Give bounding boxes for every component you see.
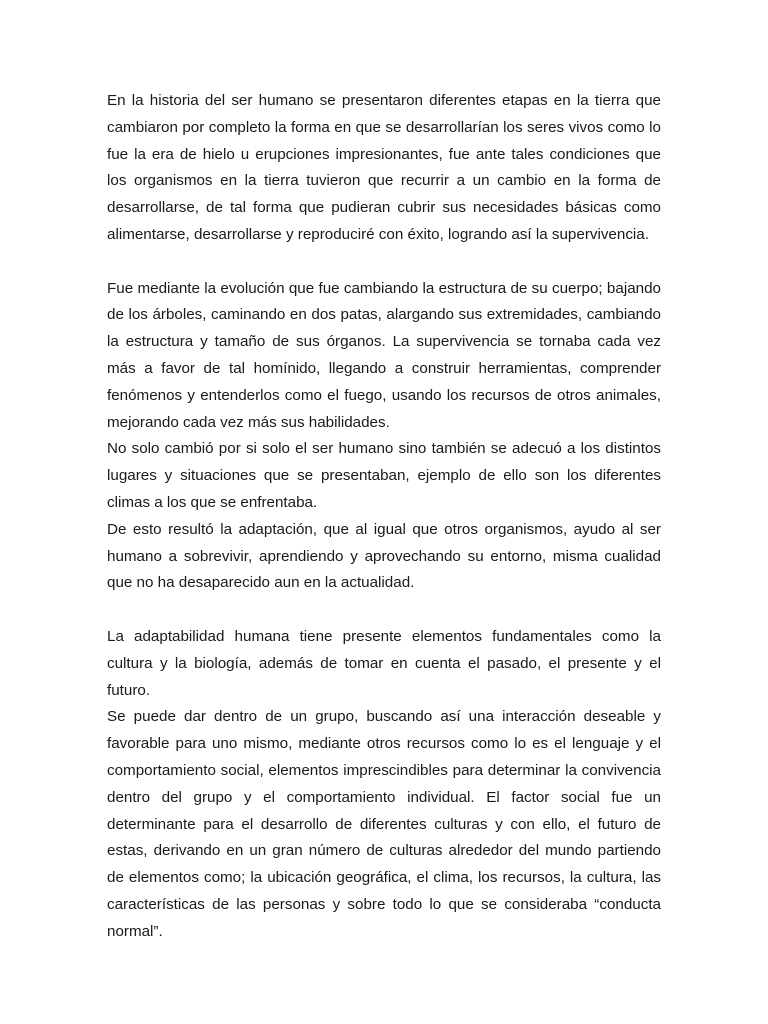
paragraph-adaptacion: De esto resultó la adaptación, que al igual que otros organismos, ayudo al ser humano a sobrevivir, aprendiendo y aprovechando su entorno, misma cualidad que no ha desaparecido aun en la actualidad. [107,520,661,592]
paragraph-spacer [107,597,661,624]
paragraph-spacer [107,249,661,276]
paragraph-evolucion: Fue mediante la evolución que fue cambiando la estructura de su cuerpo; bajando de los árboles, caminando en dos patas, alargando sus extremidades, cambiando la estructura y tamaño de sus órganos. La supervivencia se tornaba cada vez más a favor de tal homínido, llegando a construir herramientas, comprender fenómenos y entenderlos como el fuego, usando los recursos de otros animales, mejorando cada vez más sus habilidades. [107,279,661,431]
document-body [107,88,661,946]
paragraph-historia: En la historia del ser humano se presentaron diferentes etapas en la tierra que cambiaron por completo la forma en que se desarrollarían los seres vivos como lo fue la era de hielo u erupciones impresionantes, fue ante tales condiciones que los organismos en la tierra tuvieron que recurrir a un cambio en la forma de desarrollarse, de tal forma que pudieran cubrir sus necesidades básicas como alimentarse, desarrollarse y reproduciré con éxito, logrando así la supervivencia. [107,92,661,243]
paragraph-grupo-social: Se puede dar dentro de un grupo, buscando así una interacción deseable y favorable para uno mismo, mediante otros recursos como lo es el lenguaje y el comportamiento social, elementos imprescindibles para determinar la convivencia dentro del grupo y el comportamiento individual. El factor social fue un determinante para el desarrollo de diferentes culturas y con ello, el futuro de estas, derivando en un gran número de culturas alrededor del mundo partiendo de elementos como; la ubicación geográfica, el clima, los recursos, la cultura, las características de las personas y sobre todo lo que se consideraba “conducta normal”. [107,708,661,940]
paragraph-adaptabilidad: La adaptabilidad humana tiene presente elementos fundamentales como la cultura y la biología, además de tomar en cuenta el pasado, el presente y el futuro. [107,627,661,699]
paragraph-adecuacion: No solo cambió por si solo el ser humano sino también se adecuó a los distintos lugares y situaciones que se presentaban, ejemplo de ello son los diferentes climas a los que se enfrentaba. [107,440,661,511]
